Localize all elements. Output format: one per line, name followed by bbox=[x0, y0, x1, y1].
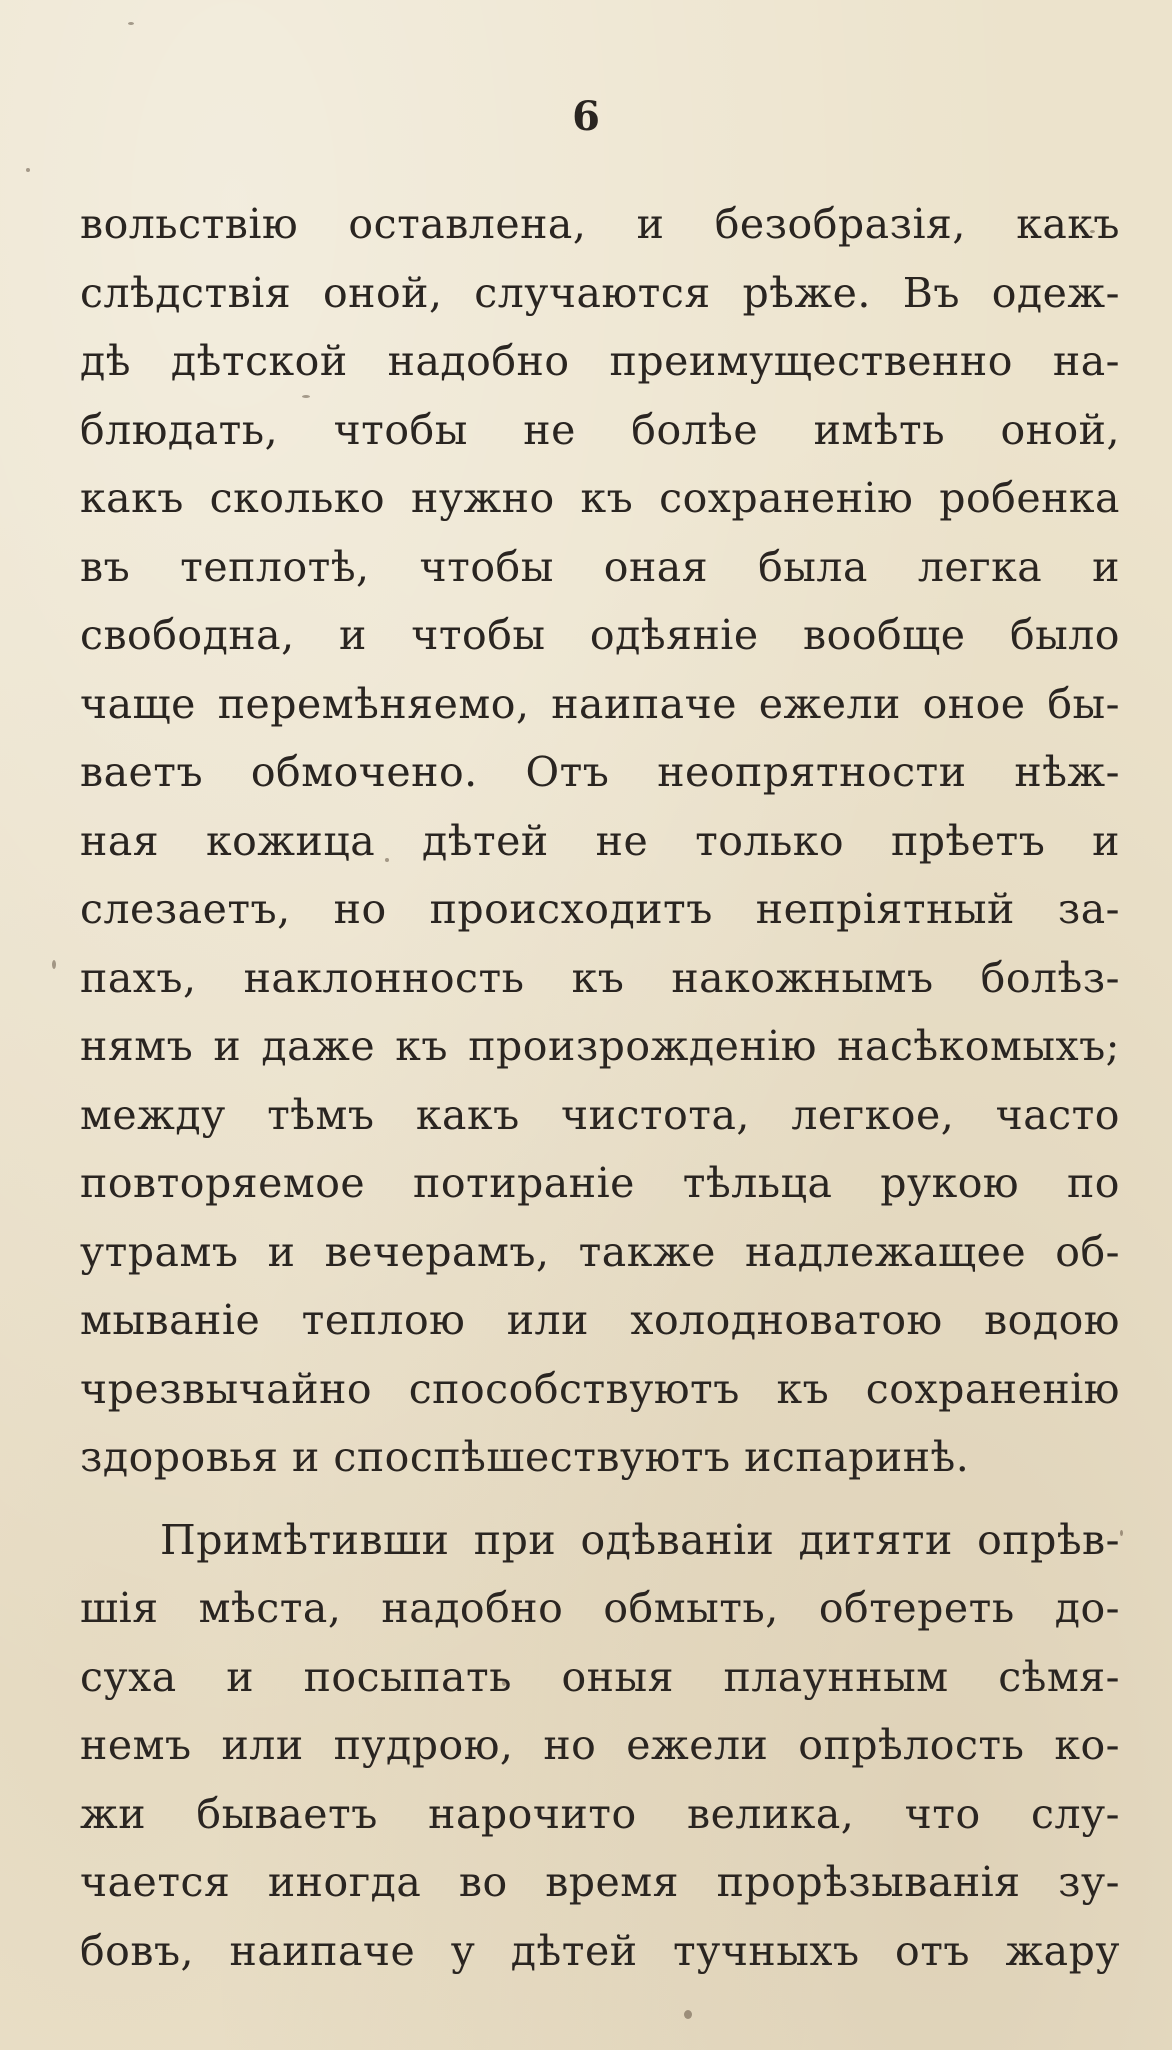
text-line: свободна, и чтобы одѣяніе вообще было bbox=[80, 611, 1120, 659]
text-line: между тѣмъ какъ чистота, легкое, часто bbox=[80, 1090, 1120, 1139]
text-line: дѣ дѣтской надобно преимущественно на- bbox=[80, 337, 1120, 385]
text-line: жи бываетъ нарочито велика, что слу- bbox=[80, 1789, 1120, 1838]
text-line: чрезвычайно способствуютъ къ сохраненію bbox=[80, 1364, 1120, 1413]
text-line: мываніе теплою или холодноватою водою bbox=[80, 1296, 1120, 1344]
paper-speck bbox=[502, 1680, 506, 1686]
text-line: вольствію оставлена, и безобразія, какъ bbox=[80, 200, 1120, 248]
text-line: суха и посыпать оныя плаунным сѣмя- bbox=[80, 1652, 1120, 1701]
text-line: пахъ, наклонность къ накожнымъ болѣз- bbox=[80, 953, 1120, 1002]
text-line: какъ сколько нужно къ сохраненію робенка bbox=[80, 474, 1120, 522]
text-line: шія мѣста, надобно обмыть, обтереть до- bbox=[80, 1584, 1120, 1632]
paper-speck bbox=[302, 395, 310, 398]
text-line: нямъ и даже къ произрожденію насѣкомыхъ; bbox=[80, 1022, 1120, 1070]
paragraph-gap bbox=[80, 1492, 1120, 1506]
paragraph-1 bbox=[80, 190, 1120, 1492]
paper-speck bbox=[52, 960, 56, 969]
paper-speck bbox=[684, 2010, 692, 2019]
text-line: въ теплотѣ, чтобы оная была легка и bbox=[80, 542, 1120, 591]
text-line: Примѣтивши при одѣваніи дитяти опрѣв- bbox=[160, 1515, 1120, 1564]
paper-speck bbox=[385, 858, 389, 862]
text-line: ная кожица дѣтей не только прѣетъ и bbox=[80, 816, 1120, 865]
text-line: немъ или пудрою, но ежели опрѣлость ко- bbox=[80, 1721, 1120, 1769]
text-line: чаще перемѣняемо, наипаче ежели оное бы- bbox=[80, 679, 1120, 728]
text-line: утрамъ и вечерамъ, также надлежащее об- bbox=[80, 1227, 1120, 1276]
body-text bbox=[80, 190, 1120, 1985]
paper-speck bbox=[26, 168, 30, 172]
text-line: блюдать, чтобы не болѣе имѣть оной, bbox=[80, 405, 1120, 454]
text-line: слѣдствія оной, случаются рѣже. Въ одеж- bbox=[80, 268, 1120, 317]
paper-speck bbox=[1090, 230, 1095, 233]
text-line: здоровья и споспѣшествуютъ испаринѣ. bbox=[80, 1433, 970, 1481]
paper-speck bbox=[128, 22, 134, 25]
text-line: ваетъ обмочено. Отъ неопрятности нѣж- bbox=[80, 748, 1120, 796]
paper-speck bbox=[1120, 1530, 1123, 1536]
page-number: 6 bbox=[572, 93, 600, 140]
text-line: бовъ, наипаче у дѣтей тучныхъ отъ жару bbox=[80, 1926, 1120, 1975]
text-line: чается иногда во время прорѣзыванія зу- bbox=[80, 1858, 1120, 1906]
paragraph-2 bbox=[80, 1506, 1120, 1986]
text-line: слезаетъ, но происходитъ непріятный за- bbox=[80, 885, 1120, 933]
text-line: повторяемое потираніе тѣльца рукою по bbox=[80, 1159, 1120, 1207]
paper-speck bbox=[148, 1745, 151, 1748]
